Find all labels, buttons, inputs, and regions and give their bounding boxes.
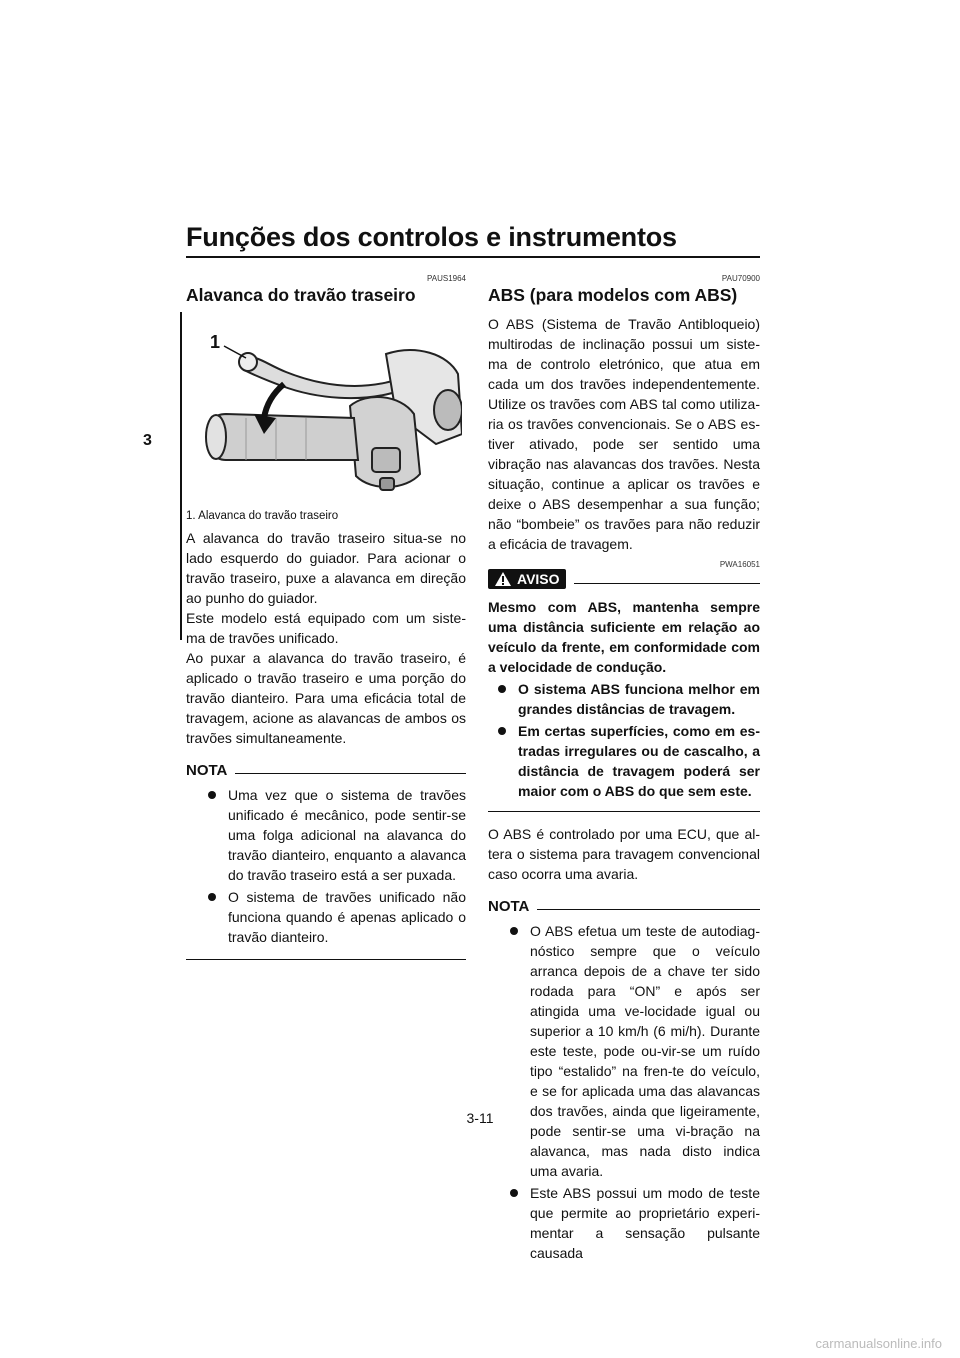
- list-item: O sistema de travões unificado não funciona quando é apenas aplicado o travão dianteiro.: [208, 887, 466, 947]
- brake-lever-figure: [186, 314, 462, 506]
- bullet-icon: [510, 1189, 518, 1197]
- warning-body: [488, 597, 760, 801]
- bullet-icon: [498, 685, 506, 693]
- note-end-rule: [186, 959, 466, 960]
- title-rule: [186, 256, 760, 258]
- bullet-icon: [510, 927, 518, 935]
- section-heading: Alavanca do travão traseiro: [186, 285, 416, 305]
- page-number: 3-11: [466, 1110, 494, 1126]
- note-label: NOTA: [186, 762, 228, 779]
- paragraph: O ABS é controlado por uma ECU, que al-tera o sistema para travagem convencional caso ocorra uma avaria.: [488, 826, 760, 882]
- note-header: [186, 762, 466, 779]
- brake-lever-illustration: [186, 314, 462, 506]
- section-code: PAU70900: [721, 274, 760, 283]
- warning-text: Mesmo com ABS, mantenha sempre uma distância suficiente em relação ao veículo da frente, em conformidade com a velocidade de condução.: [488, 599, 760, 675]
- bullet-icon: [498, 727, 506, 735]
- warning-end-rule: [488, 811, 760, 812]
- note-rule: [537, 909, 760, 910]
- note-list: [186, 785, 466, 947]
- list-item: Uma vez que o sistema de travões unificado é mecânico, pode sentir-se uma folga adicional na alavanca do travão dianteiro, enquanto a alavanca do travão traseiro está a ser puxada.: [208, 785, 466, 885]
- figure-caption: 1. Alavanca do travão traseiro: [186, 510, 339, 522]
- warning-triangle-icon: [494, 571, 512, 587]
- figure-label: 1: [210, 332, 221, 352]
- note-list: [488, 921, 760, 1263]
- bullet-icon: [208, 893, 216, 901]
- warning-code: PWA16051: [719, 560, 760, 569]
- warning-list: [488, 679, 760, 801]
- note-label: NOTA: [488, 898, 530, 915]
- warning-rule: [574, 583, 760, 584]
- paragraph: O ABS (Sistema de Travão Antibloqueio) multirodas de inclinação possui um siste-ma de controlo eletrónico, que atua em cada um dos travões independentemente. Utilize os travões com ABS tal como utiliza-ria os travões convencionais. Se o ABS es-tiver ativado, pode ser sentido uma vibração nas alavancas dos travões. Nesta situação, continue a aplicar os travões e deixe o ABS desempenhar a sua função; não “bombeie” os travões para não reduzir a eficácia de travagem.: [488, 316, 760, 552]
- page-title: Funções dos controlos e instrumentos: [186, 222, 677, 252]
- note-header: [488, 898, 760, 915]
- paragraph: Este modelo está equipado com um siste-ma de travões unificado.: [186, 610, 466, 646]
- bullet-icon: [208, 791, 216, 799]
- note-rule: [235, 773, 466, 774]
- warning-label: AVISO: [517, 571, 560, 587]
- watermark: carmanualsonline.info: [815, 1336, 942, 1351]
- list-item: Em certas superfícies, como em es-tradas irregulares ou de cascalho, a distância de travagem poderá ser maior com o ABS do que sem este.: [498, 721, 760, 801]
- warning-badge: [488, 569, 566, 589]
- list-item: Este ABS possui um modo de teste que permite ao proprietário experi-mentar a sensação pulsante causada: [510, 1183, 760, 1263]
- chapter-tab: [142, 312, 182, 640]
- paragraph: Ao puxar a alavanca do travão traseiro, é aplicado o travão traseiro e uma porção do travão dianteiro. Para uma eficácia total de travagem, acione as alavancas de ambos os travões simultaneamente.: [186, 650, 466, 746]
- list-item: O ABS efetua um teste de autodiag-nóstico sempre que o veículo arranca depois de a chave ter sido rodada para “ON” e após ser atingida uma ve-locidade igual ou superior a 10 km/h (6 mi/h). Durante este teste, pode ou-vir-se um ruído tipo “estalido” na fren-te do veículo, e se for aplicada uma das alavancas dos travões, ainda que ligeiramente, pode sentir-se uma vi-bração na alavanca, mas nada disto indica uma avaria.: [510, 921, 760, 1181]
- warning-header: [488, 569, 760, 589]
- section-code: PAUS1964: [427, 274, 466, 283]
- list-item: O sistema ABS funciona melhor em grandes distâncias de travagem.: [498, 679, 760, 719]
- paragraph: A alavanca do travão traseiro situa-se no lado esquerdo do guiador. Para acionar o travão traseiro, puxe a alavanca em direção ao punho do guiador.: [186, 530, 466, 606]
- section-heading: ABS (para modelos com ABS): [488, 285, 738, 305]
- chapter-tab-number: 3: [143, 432, 152, 449]
- left-column: [186, 270, 466, 960]
